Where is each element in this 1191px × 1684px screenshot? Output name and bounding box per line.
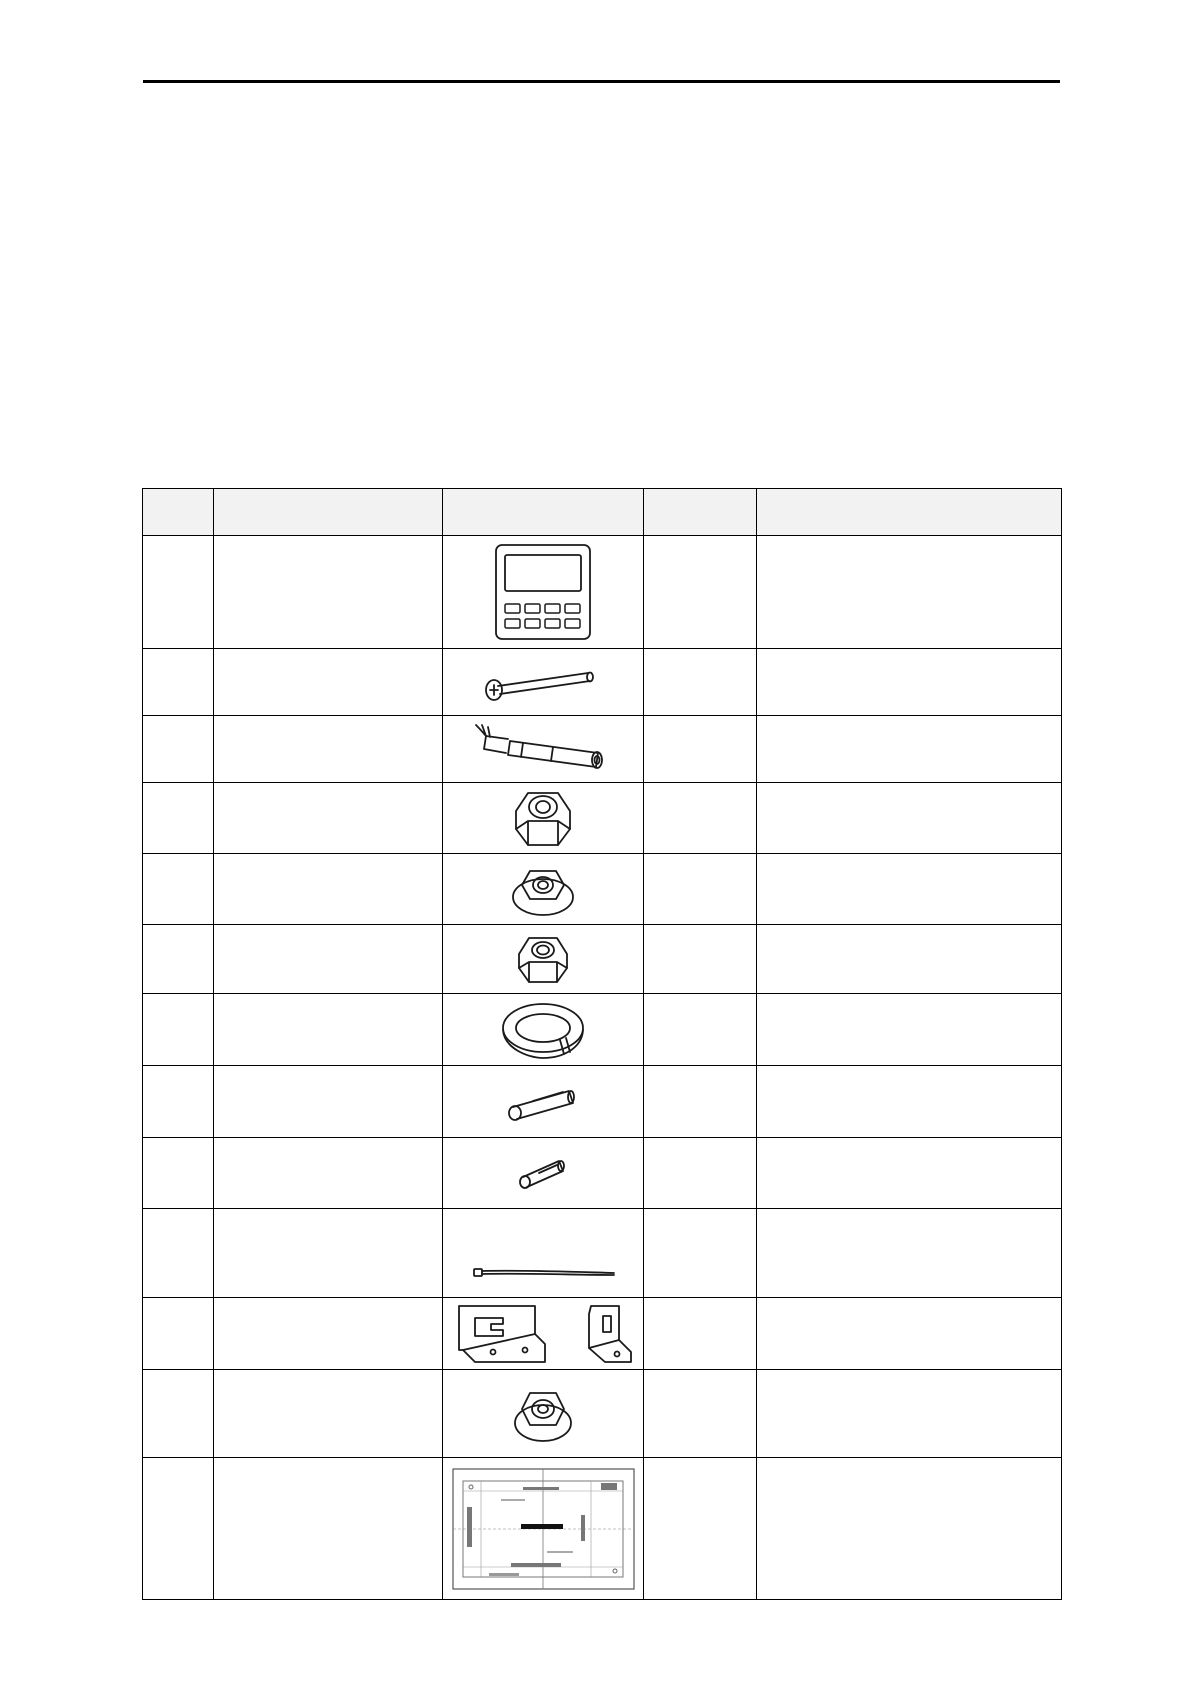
- screw-icon: [478, 657, 608, 707]
- row-qty: [644, 1066, 757, 1138]
- table-row: [143, 536, 1062, 649]
- accessories-table: [142, 488, 1062, 1600]
- row-qty: [644, 1298, 757, 1370]
- row-name: [214, 854, 443, 925]
- row-image: [443, 716, 644, 783]
- row-no: [143, 1298, 214, 1370]
- row-no: [143, 1209, 214, 1298]
- row-name: [214, 1209, 443, 1298]
- row-image: [443, 1138, 644, 1209]
- row-no: [143, 783, 214, 854]
- cable-tie-icon: [468, 1223, 618, 1283]
- header-qty: [644, 489, 757, 536]
- header-name: [214, 489, 443, 536]
- top-rule: [143, 80, 1060, 83]
- row-name: [214, 716, 443, 783]
- plastic-anchor-large-icon: [503, 1077, 583, 1127]
- expansion-bolt-icon: [468, 719, 618, 779]
- row-remark: [757, 536, 1062, 649]
- table-row: [143, 649, 1062, 716]
- header-remark: [757, 489, 1062, 536]
- row-remark: [757, 1298, 1062, 1370]
- spring-washer-icon: [498, 998, 588, 1062]
- row-qty: [644, 716, 757, 783]
- row-image: [443, 649, 644, 716]
- table-row: [143, 716, 1062, 783]
- row-qty: [644, 854, 757, 925]
- row-no: [143, 1370, 214, 1458]
- plastic-anchor-small-icon: [513, 1151, 573, 1195]
- row-name: [214, 994, 443, 1066]
- header-image: [443, 489, 644, 536]
- row-qty: [644, 536, 757, 649]
- row-image: [443, 854, 644, 925]
- row-remark: [757, 925, 1062, 994]
- row-name: [214, 925, 443, 994]
- table-row: [143, 854, 1062, 925]
- row-qty: [644, 1370, 757, 1458]
- row-image: [443, 1458, 644, 1600]
- flange-nut-icon: [508, 1383, 578, 1445]
- row-image: [443, 1066, 644, 1138]
- row-no: [143, 716, 214, 783]
- table-row: [143, 994, 1062, 1066]
- row-no: [143, 1458, 214, 1600]
- row-name: [214, 536, 443, 649]
- row-no: [143, 536, 214, 649]
- row-name: [214, 1370, 443, 1458]
- row-no: [143, 854, 214, 925]
- row-image: [443, 1209, 644, 1298]
- row-no: [143, 994, 214, 1066]
- row-remark: [757, 1209, 1062, 1298]
- row-no: [143, 649, 214, 716]
- table-row: [143, 1370, 1062, 1458]
- row-image: [443, 925, 644, 994]
- row-name: [214, 1298, 443, 1370]
- flare-nut-icon: [508, 785, 578, 851]
- row-image: [443, 1370, 644, 1458]
- flange-nut-icon: [508, 859, 578, 919]
- row-name: [214, 783, 443, 854]
- mounting-bracket-icon: [445, 1300, 641, 1368]
- table-row: [143, 1138, 1062, 1209]
- row-no: [143, 1066, 214, 1138]
- row-remark: [757, 1066, 1062, 1138]
- table-header-row: [143, 489, 1062, 536]
- row-name: [214, 1138, 443, 1209]
- row-remark: [757, 1458, 1062, 1600]
- row-qty: [644, 783, 757, 854]
- row-image: [443, 1298, 644, 1370]
- row-qty: [644, 649, 757, 716]
- row-no: [143, 925, 214, 994]
- wired-controller-icon: [493, 542, 593, 642]
- hex-nut-icon: [513, 930, 573, 988]
- installation-template-icon: [451, 1467, 636, 1591]
- header-no: [143, 489, 214, 536]
- row-remark: [757, 1370, 1062, 1458]
- row-remark: [757, 854, 1062, 925]
- row-name: [214, 1458, 443, 1600]
- row-image: [443, 783, 644, 854]
- row-qty: [644, 994, 757, 1066]
- table-row: [143, 783, 1062, 854]
- row-remark: [757, 649, 1062, 716]
- table-row: [143, 1458, 1062, 1600]
- row-image: [443, 536, 644, 649]
- row-remark: [757, 716, 1062, 783]
- table-row: [143, 1209, 1062, 1298]
- row-remark: [757, 994, 1062, 1066]
- table-row: [143, 1298, 1062, 1370]
- row-name: [214, 649, 443, 716]
- row-qty: [644, 1209, 757, 1298]
- row-remark: [757, 783, 1062, 854]
- table-row: [143, 925, 1062, 994]
- row-name: [214, 1066, 443, 1138]
- row-qty: [644, 1458, 757, 1600]
- table-row: [143, 1066, 1062, 1138]
- row-no: [143, 1138, 214, 1209]
- row-qty: [644, 1138, 757, 1209]
- row-image: [443, 994, 644, 1066]
- row-remark: [757, 1138, 1062, 1209]
- row-qty: [644, 925, 757, 994]
